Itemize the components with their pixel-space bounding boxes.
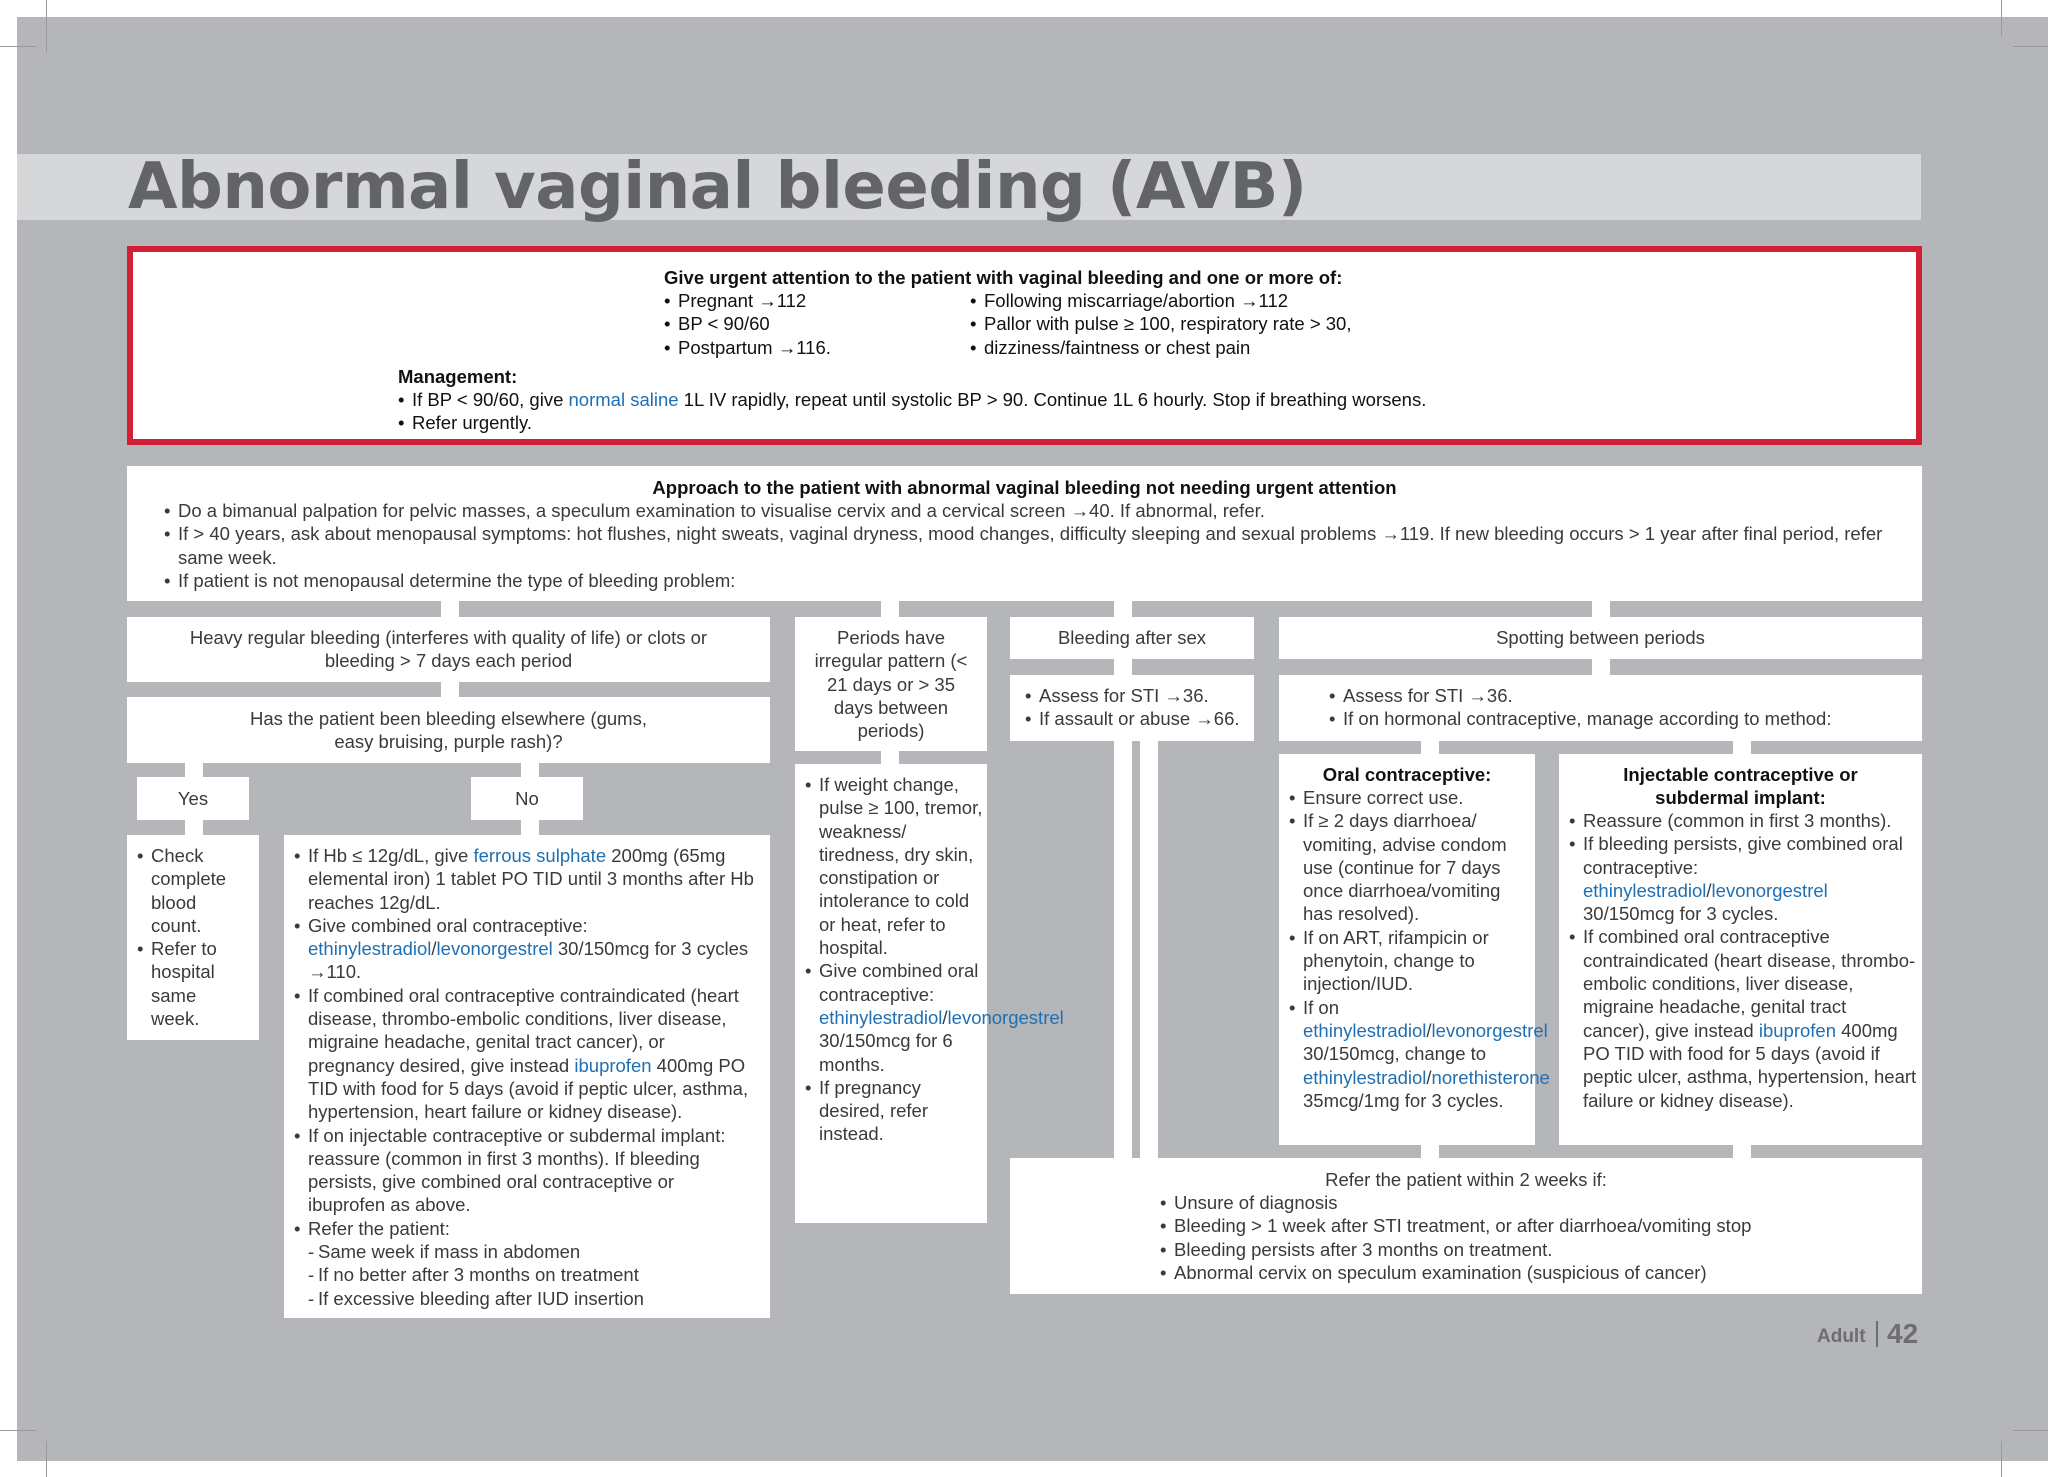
approach-item: • If patient is not menopausal determine the type of bleeding problem: <box>164 569 1884 592</box>
crop-mark <box>46 1441 47 1477</box>
bleeding-elsewhere-question <box>127 697 770 763</box>
management-item: • Refer urgently. <box>398 411 1898 434</box>
text: 400mg PO TID with food for 5 days (avoid if peptic ulcer, asthma, hypertension, heart failure or kidney disease). <box>1583 1019 1917 1111</box>
text: If Hb ≤ 12g/dL, give <box>308 845 474 866</box>
text: 30/150mcg for 6 months. <box>819 1030 953 1075</box>
text: 200mg (65mg elemental iron) 1 tablet PO TID until 3 months after Hb reaches 12g/dL. <box>308 845 754 913</box>
no-actions-box <box>284 835 770 1318</box>
after-sex-actions-list <box>1025 684 1250 731</box>
text: If combined oral contraceptive contraindicated (heart disease, thrombo-embolic conditions, liver disease, migraine headache, genital tract cancer), or pregnancy desired, give instead <box>308 984 739 1076</box>
refer-condition: • Bleeding persists after 3 months on treatment. <box>1160 1238 1900 1261</box>
connector <box>1140 740 1158 1158</box>
urgent-criterion: • Pregnant →112 <box>664 289 954 312</box>
after-sex-action: • Assess for STI →36. <box>1025 684 1250 707</box>
irregular-action <box>805 959 1064 1075</box>
refer-condition: • Unsure of diagnosis <box>1160 1191 1900 1214</box>
text: Refer the patient: <box>308 1217 450 1239</box>
yes-box <box>137 777 249 820</box>
urgent-criterion: • Following miscarriage/abortion →112 <box>970 289 1490 312</box>
connector <box>1592 659 1610 676</box>
after-sex-action: • If assault or abuse →66. <box>1025 707 1250 730</box>
crop-mark <box>0 1430 36 1431</box>
drug-ethinylestradiol: ethinylestradiol <box>819 1006 943 1028</box>
approach-box <box>127 466 1922 601</box>
injectable-contraceptive-title: Injectable contraceptive or subdermal implant: <box>1623 764 1858 809</box>
page-number: 42 <box>1887 1318 1919 1349</box>
spotting-actions-list <box>1329 684 1909 731</box>
urgent-criterion: • Pallor with pulse ≥ 100, respiratory rate > 30, <box>970 312 1490 335</box>
text: / <box>431 938 437 960</box>
connector <box>1733 1145 1751 1158</box>
section-label: Adult <box>1817 1326 1866 1347</box>
irregular-action: • If pregnancy desired, refer instead. <box>805 1076 983 1146</box>
yes-actions-list <box>137 844 249 1030</box>
text: Give combined oral contraceptive: <box>308 914 588 936</box>
connector <box>521 763 539 777</box>
injectable-contraceptive-list <box>1569 809 1917 1112</box>
drug-ferrous-sulphate: ferrous sulphate <box>473 845 607 866</box>
text: 30/150mcg for 3 cycles. <box>1583 903 1779 925</box>
irregular-header-text: Periods have irregular pattern (< 21 days or > 35 days between periods) <box>814 627 968 742</box>
refer-conditions-list <box>1160 1191 1900 1284</box>
crop-mark <box>0 46 36 47</box>
connector <box>1114 659 1132 676</box>
connector <box>441 601 459 618</box>
drug-ethinylestradiol: ethinylestradiol <box>1303 1019 1427 1041</box>
no-action-ibuprofen <box>294 984 754 1124</box>
oral-contraceptive-title: Oral contraceptive: <box>1322 764 1492 785</box>
approach-item: • If > 40 years, ask about menopausal symptoms: hot flushes, night sweats, vaginal dryness, mood changes, difficulty sleeping and sexual problems →119. If new bleeding occurs > 1 year after final period, refer same week. <box>164 522 1884 569</box>
spotting-header-text: Spotting between periods <box>1496 627 1705 648</box>
drug-normal-saline: normal saline <box>568 389 679 410</box>
drug-ethinylestradiol: ethinylestradiol <box>308 938 432 960</box>
injectable-action <box>1569 925 1917 1111</box>
approach-list <box>164 499 1884 592</box>
injectable-action: • Reassure (common in first 3 months). <box>1569 809 1917 832</box>
oral-action <box>1289 996 1550 1112</box>
oral-action: • If ≥ 2 days diarrhoea/ vomiting, advise condom use (continue for 7 days once diarrhoea/vomiting has resolved). <box>1289 809 1529 925</box>
urgent-criterion: • Postpartum →116. <box>664 336 954 359</box>
refer-condition: - If no better after 3 months on treatment <box>308 1263 754 1286</box>
refer-condition: • Bleeding > 1 week after STI treatment, or after diarrhoea/vomiting stop <box>1160 1214 1900 1237</box>
oral-action: • If on ART, rifampicin or phenytoin, change to injection/IUD. <box>1289 926 1529 996</box>
refer-condition: - Same week if mass in abdomen <box>308 1240 754 1263</box>
oral-action: • Ensure correct use. <box>1289 786 1529 809</box>
management-label: Management: <box>398 366 518 387</box>
management-item <box>398 388 1898 411</box>
crop-mark <box>46 0 47 52</box>
crop-mark <box>2001 1441 2002 1477</box>
text: If combined oral contraceptive contraindicated (heart disease, thrombo-embolic conditions, liver disease, migraine headache, genital tract cancer), give instead <box>1583 926 1916 1041</box>
refer-within-2-weeks-box <box>1010 1158 1922 1294</box>
injectable-contraceptive-box <box>1559 754 1922 1145</box>
drug-norethisterone: norethisterone <box>1431 1066 1550 1088</box>
yes-action: • Refer to hospital same week. <box>137 937 249 1030</box>
question-text: Has the patient been bleeding elsewhere (gums, easy bruising, purple rash)? <box>250 708 647 753</box>
after-sex-actions-box <box>1010 675 1254 741</box>
urgent-attention-box <box>127 246 1922 445</box>
drug-ibuprofen: ibuprofen <box>1758 1019 1836 1041</box>
no-actions-list <box>294 844 754 1310</box>
yes-label: Yes <box>177 788 209 809</box>
refer-sublist <box>308 1240 754 1310</box>
spotting-action: • If on hormonal contraceptive, manage according to method: <box>1329 707 1909 730</box>
text: 30/150mcg for 3 cycles →110. <box>308 938 749 983</box>
yes-action: • Check complete blood count. <box>137 844 249 937</box>
no-action-coc <box>294 914 754 984</box>
refer-heading: Refer the patient within 2 weeks if: <box>1325 1169 1607 1190</box>
drug-levonorgestrel: levonorgestrel <box>1711 879 1828 901</box>
drug-levonorgestrel: levonorgestrel <box>1431 1019 1548 1041</box>
connector <box>881 601 899 618</box>
connector <box>1733 740 1751 754</box>
spotting-header <box>1279 617 1922 659</box>
connector <box>185 763 203 777</box>
text: / <box>942 1006 948 1028</box>
drug-ethinylestradiol: ethinylestradiol <box>1303 1066 1427 1088</box>
irregular-periods-header <box>795 617 987 751</box>
mgmt-text: 1L IV rapidly, repeat until systolic BP > 90. Continue 1L 6 hourly. Stop if breathing worsens. <box>678 389 1427 410</box>
text: 30/150mcg, change to <box>1303 1043 1487 1065</box>
no-box <box>471 777 583 820</box>
urgent-criteria-right <box>970 289 1490 359</box>
page-title: Abnormal vaginal bleeding (AVB) <box>128 150 1307 224</box>
crop-mark <box>2001 0 2002 36</box>
approach-heading: Approach to the patient with abnormal vaginal bleeding not needing urgent attention <box>652 477 1397 498</box>
heavy-bleeding-text: Heavy regular bleeding (interferes with quality of life) or clots or bleeding > 7 days each period <box>189 627 708 672</box>
refer-condition: • Abnormal cervix on speculum examination (suspicious of cancer) <box>1160 1261 1900 1284</box>
no-action-refer <box>294 1217 754 1310</box>
text: Give combined oral contraceptive: <box>819 960 979 1005</box>
oral-contraceptive-box <box>1279 754 1550 1145</box>
after-sex-header <box>1010 617 1254 659</box>
text: / <box>1706 879 1712 901</box>
approach-item: • Do a bimanual palpation for pelvic masses, a speculum examination to visualise cervix and a cervical screen →40. If abnormal, refer. <box>164 499 1884 522</box>
irregular-actions-box <box>795 764 1064 1223</box>
urgent-criteria-left <box>664 289 954 359</box>
urgent-criterion-continued <box>970 336 1490 359</box>
spotting-actions-box <box>1279 675 1922 741</box>
no-action-injectable: • If on injectable contraceptive or subdermal implant: reassure (common in first 3 months). If bleeding persists, give combined oral contraceptive or ibuprofen as above. <box>294 1124 754 1217</box>
drug-ethinylestradiol: ethinylestradiol <box>1583 879 1707 901</box>
crop-mark <box>2013 1430 2048 1431</box>
refer-condition: - If excessive bleeding after IUD insertion <box>308 1287 754 1310</box>
drug-levonorgestrel: levonorgestrel <box>947 1006 1064 1028</box>
connector <box>1114 740 1132 1158</box>
irregular-actions-list <box>805 773 1064 1146</box>
spotting-action: • Assess for STI →36. <box>1329 684 1909 707</box>
text: / <box>1426 1019 1432 1041</box>
text: If on <box>1303 996 1339 1018</box>
connector <box>441 681 459 698</box>
oral-contraceptive-list <box>1289 786 1550 1112</box>
text: 400mg PO TID with food for 5 days (avoid if peptic ulcer, asthma, hypertension, heart failure or kidney disease). <box>308 1054 749 1123</box>
injectable-action <box>1569 832 1917 925</box>
connector <box>1421 740 1439 754</box>
footer-divider <box>1876 1321 1878 1347</box>
text: If bleeding persists, give combined oral contraceptive: <box>1583 833 1903 878</box>
connector <box>881 750 899 764</box>
urgent-heading: Give urgent attention to the patient with vaginal bleeding and one or more of: <box>664 267 1343 288</box>
crop-mark <box>2013 46 2048 47</box>
urgent-criterion-cont-text: dizziness/faintness or chest pain <box>984 336 1251 358</box>
drug-levonorgestrel: levonorgestrel <box>436 938 553 960</box>
management-list <box>398 388 1898 435</box>
connector <box>185 820 203 835</box>
no-action-iron <box>294 844 754 914</box>
yes-actions-box <box>127 835 259 1040</box>
after-sex-header-text: Bleeding after sex <box>1057 627 1207 648</box>
connector <box>1114 601 1132 618</box>
text: / <box>1426 1066 1432 1088</box>
urgent-criterion: • BP < 90/60 <box>664 312 954 335</box>
connector <box>1421 1145 1439 1158</box>
connector <box>1592 601 1610 618</box>
no-label: No <box>515 788 539 809</box>
drug-ibuprofen: ibuprofen <box>574 1054 652 1076</box>
text: 35mcg/1mg for 3 cycles. <box>1303 1089 1504 1111</box>
heavy-bleeding-header <box>127 617 770 682</box>
connector <box>521 820 539 835</box>
mgmt-text: If BP < 90/60, give <box>412 389 569 410</box>
irregular-action: • If weight change, pulse ≥ 100, tremor, weakness/ tiredness, dry skin, constipation or intolerance to cold or heat, refer to hospital. <box>805 773 983 959</box>
